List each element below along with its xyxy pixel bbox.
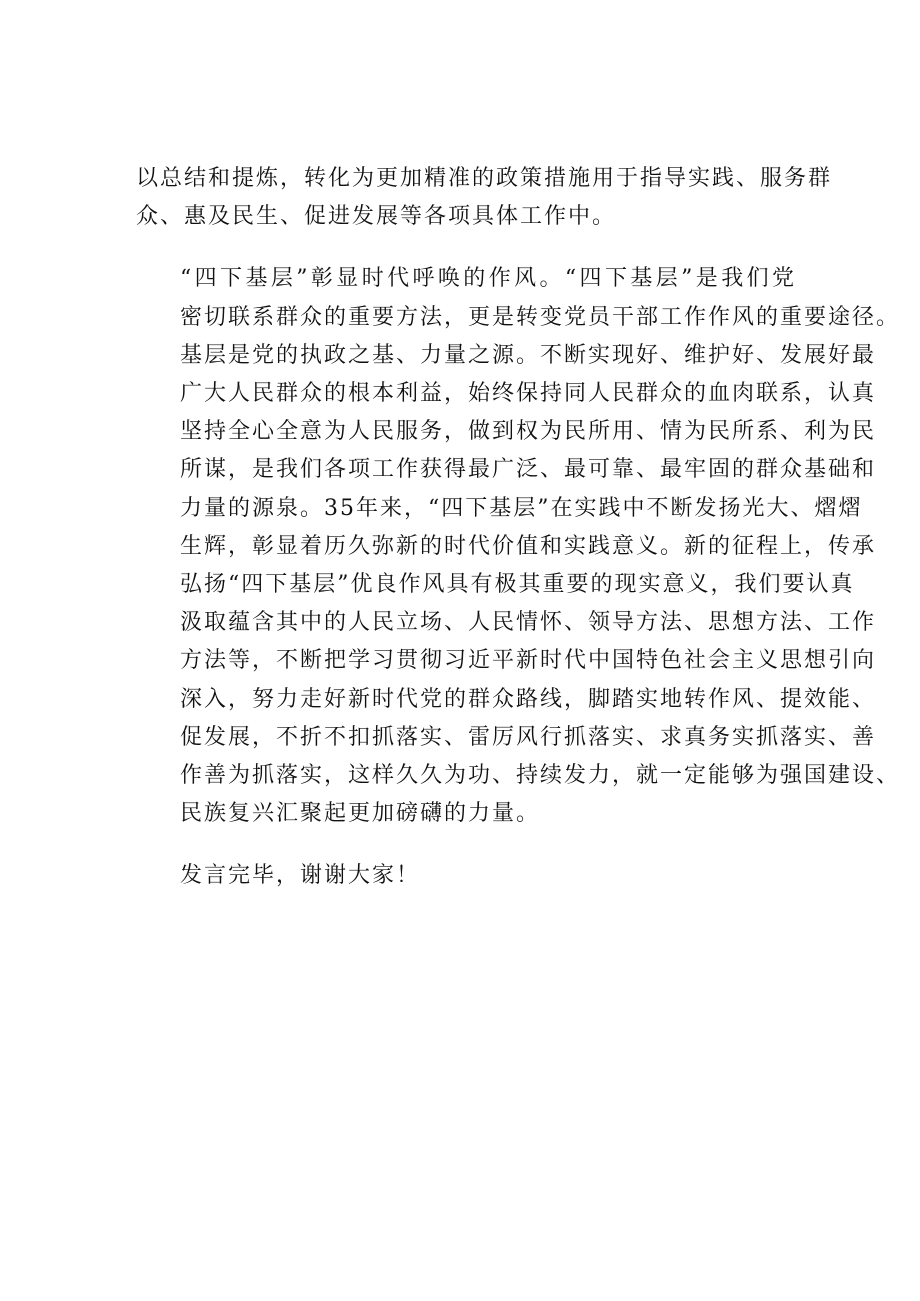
- text-line: 广大人民群众的根本利益，始终保持同人民群众的血肉联系，认真: [180, 381, 877, 407]
- text-line: 坚持全心全意为人民服务，做到权为民所用、情为民所系、利为民: [180, 419, 877, 445]
- text-line: 促发展，不折不扣抓落实、雷厉风行抓落实、求真务实抓落实、善: [180, 724, 877, 750]
- text-line: 密切联系群众的重要方法，更是转变党员干部工作作风的重要途径。: [180, 304, 901, 330]
- text-line: 生辉，彰显着历久弥新的时代价值和实践意义。新的征程上，传承: [180, 533, 877, 559]
- text-line: 众、惠及民生、促进发展等各项具体工作中。: [136, 204, 617, 230]
- document-body: [136, 160, 901, 920]
- text-line: 基层是党的执政之基、力量之源。不断实现好、维护好、发展好最: [180, 342, 877, 368]
- text-line: 发言完毕，谢谢大家！: [180, 863, 421, 889]
- paragraph-1: [136, 160, 833, 236]
- text-line: 以总结和提炼，转化为更加精准的政策措施用于指导实践、服务群: [136, 166, 833, 191]
- text-line: 汲取蕴含其中的人民立场、人民情怀、领导方法、思想方法、工作: [180, 610, 877, 636]
- text-line: 民族复兴汇聚起更加磅礴的力量。: [180, 801, 541, 827]
- text-line: 力量的源泉。35年来，“四下基层”在实践中不断发扬光大、熠熠: [180, 495, 863, 521]
- text-line: 方法等，不断把学习贯彻习近平新时代中国特色社会主义思想引向: [180, 648, 877, 674]
- text-line: 所谋，是我们各项工作获得最广泛、最可靠、最牢固的群众基础和: [180, 457, 877, 483]
- text-line: “四下基层”彰显时代呼唤的作风。“四下基层”是我们党: [180, 266, 796, 292]
- paragraph-2: [136, 260, 901, 833]
- paragraph-3: [136, 857, 796, 895]
- text-line: 作善为抓落实，这样久久为功、持续发力，就一定能够为强国建设、: [180, 763, 901, 789]
- text-line: 深入，努力走好新时代党的群众路线，脚踏实地转作风、提效能、: [180, 686, 877, 712]
- text-line: 弘扬“四下基层”优良作风具有极其重要的现实意义，我们要认真: [180, 572, 855, 598]
